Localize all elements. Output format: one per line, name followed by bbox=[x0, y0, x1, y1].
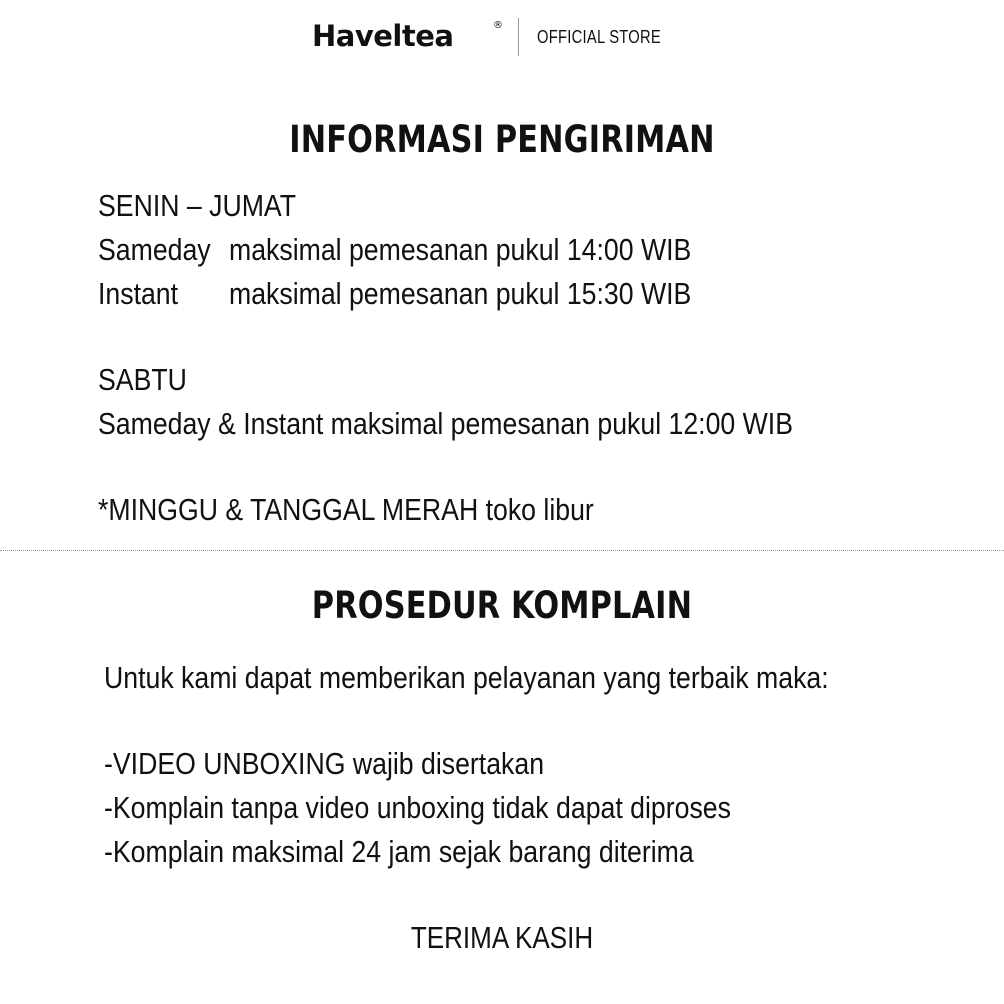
thank-you-text: TERIMA KASIH bbox=[410, 920, 594, 955]
complaint-item bbox=[104, 788, 731, 828]
complaint-item-text: wajib disertakan bbox=[345, 746, 545, 781]
registered-mark: ® bbox=[493, 20, 503, 31]
header-divider bbox=[518, 18, 519, 56]
complaint-item-emphasis: -VIDEO UNBOXING bbox=[104, 746, 346, 781]
holiday-emphasis: *MINGGU & TANGGAL MERAH bbox=[98, 492, 479, 527]
saturday-heading: SABTU bbox=[98, 362, 187, 397]
complaint-item-text: -Komplain tanpa video unboxing tidak dapat diproses bbox=[104, 790, 731, 825]
complaint-procedure-title: PROSEDUR KOMPLAIN bbox=[311, 584, 693, 627]
sameday-label: Sameday bbox=[98, 232, 211, 267]
instant-label: Instant bbox=[98, 276, 179, 311]
shipping-info-title: INFORMASI PENGIRIMAN bbox=[289, 118, 715, 161]
complaint-item bbox=[104, 744, 544, 784]
instant-cutoff: maksimal pemesanan pukul 15:30 WIB bbox=[229, 276, 692, 311]
complaint-item-text: -Komplain maksimal 24 jam sejak barang diterima bbox=[104, 834, 694, 869]
holiday-note bbox=[98, 490, 594, 530]
store-header bbox=[0, 14, 1004, 58]
complaint-intro: Untuk kami dapat memberikan pelayanan yang terbaik maka: bbox=[104, 660, 829, 695]
weekday-heading: SENIN – JUMAT bbox=[98, 188, 297, 223]
complaint-item bbox=[104, 832, 694, 872]
section-divider bbox=[0, 550, 1004, 551]
sameday-cutoff: maksimal pemesanan pukul 14:00 WIB bbox=[229, 232, 692, 267]
brand-logo: Haveltea bbox=[312, 19, 454, 53]
saturday-cutoff: Sameday & Instant maksimal pemesanan pukul 12:00 WIB bbox=[98, 406, 794, 441]
holiday-text: toko libur bbox=[478, 492, 594, 527]
official-store-label: OFFICIAL STORE bbox=[537, 27, 662, 47]
